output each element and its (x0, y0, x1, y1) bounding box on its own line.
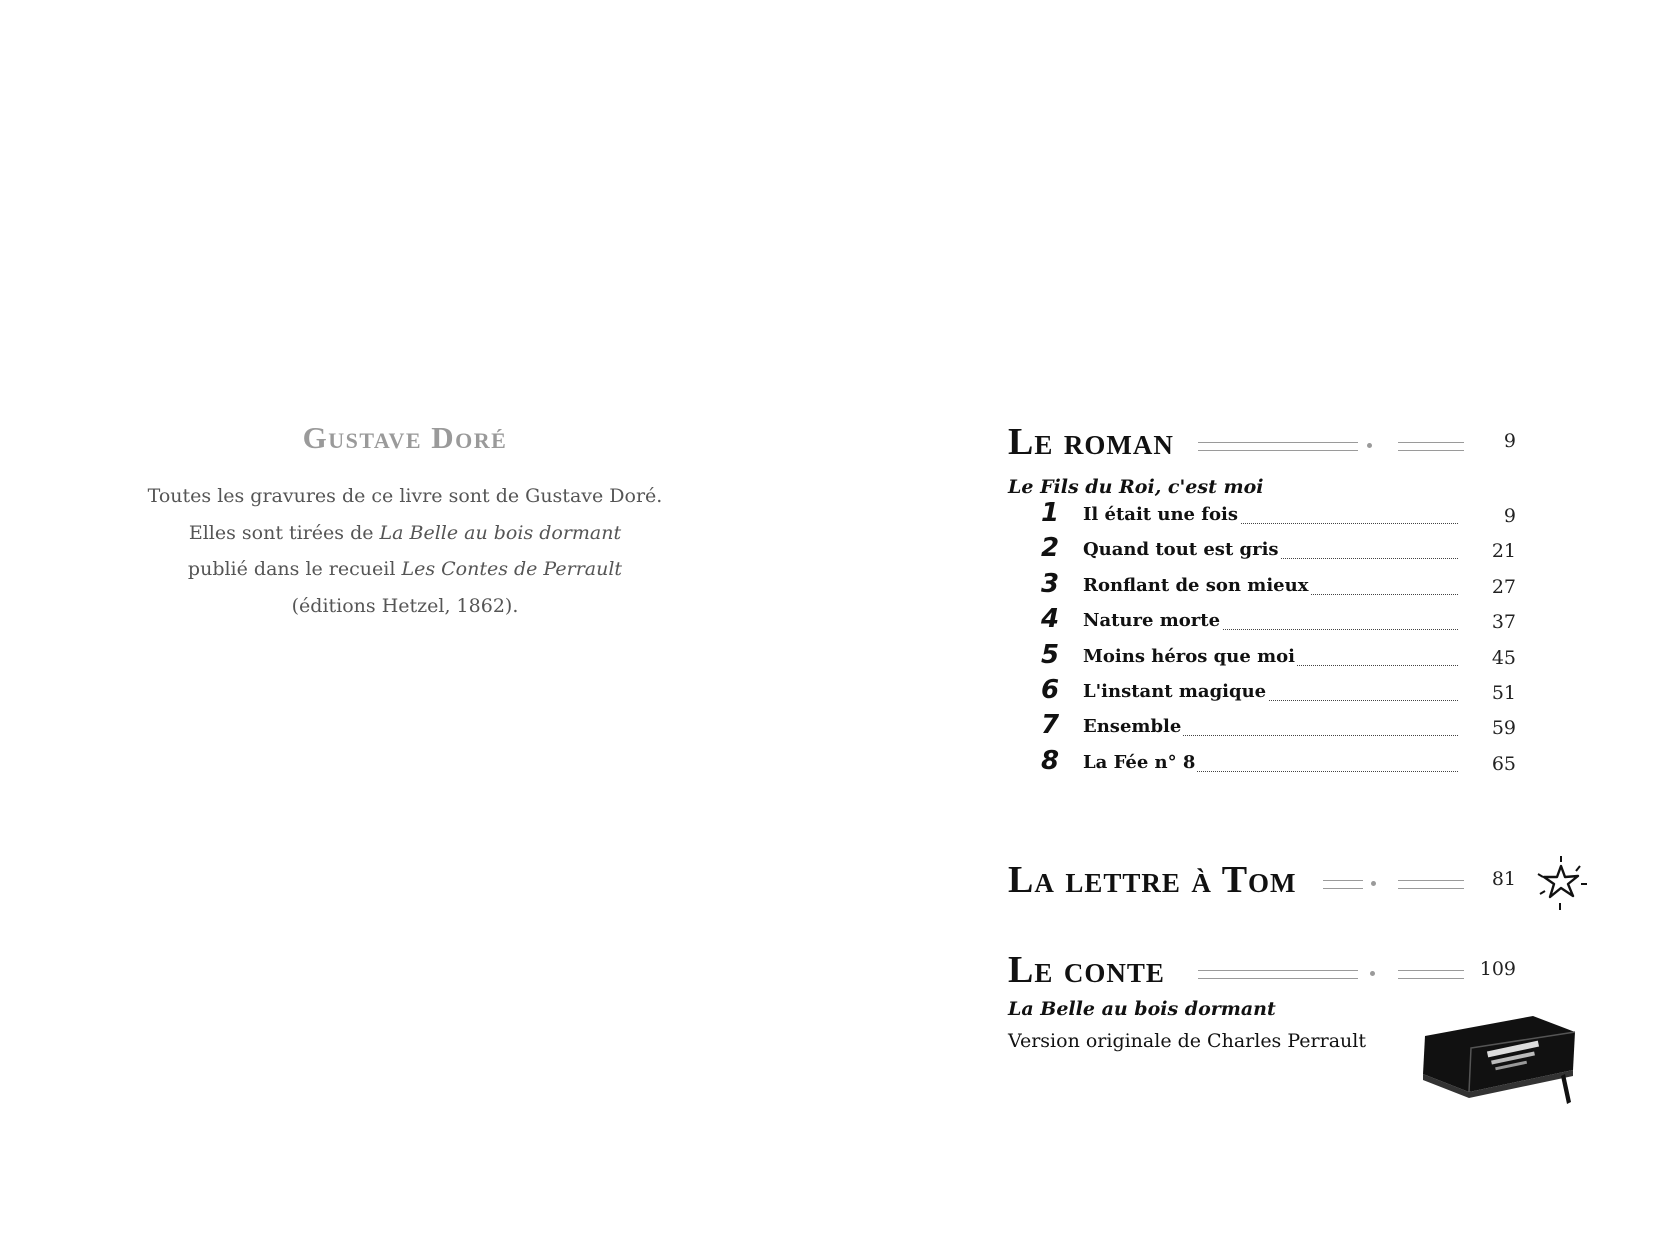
chapter-page: 27 (1491, 576, 1516, 598)
section-subtitle-conte-2: Version originale de Charles Perrault (1008, 1030, 1366, 1052)
chapter-page: 21 (1491, 540, 1516, 562)
toc-section-conte[interactable] (1008, 948, 1516, 998)
section-subtitle-roman: Le Fils du Roi, c'est moi (1008, 476, 1264, 498)
chapter-page: 59 (1491, 717, 1516, 739)
credits-line-3-text: publié dans le recueil (187, 558, 402, 580)
chapter-page: 51 (1491, 682, 1516, 704)
section-rule-dot (1367, 443, 1372, 448)
book-icon (1415, 1010, 1590, 1105)
section-page-lettre: 81 (1491, 868, 1516, 890)
chapter-page: 37 (1491, 611, 1516, 633)
credits-title: Gustave Doré (302, 420, 508, 455)
chapter-number: 3 (1040, 569, 1060, 599)
illustration-credits (110, 418, 700, 624)
chapter-number: 8 (1040, 746, 1060, 776)
chapter-title: Ensemble (1083, 716, 1182, 737)
credits-line-4: (éditions Hetzel, 1862). (291, 594, 519, 617)
credits-line-3 (110, 551, 700, 588)
chapter-title: Moins héros que moi (1083, 646, 1295, 667)
chapter-number: 7 (1040, 710, 1060, 740)
section-subtitle-conte: La Belle au bois dormant (1008, 998, 1276, 1020)
chapter-title: Il était une fois (1083, 504, 1238, 525)
toc-section-roman[interactable] (1008, 420, 1516, 470)
section-rule (1323, 880, 1363, 889)
chapter-number: 6 (1040, 675, 1060, 705)
credits-line-2-text: Elles sont tirées de (188, 521, 380, 544)
section-title-conte: Le conte (1008, 949, 1165, 991)
credits-line-2 (110, 515, 700, 552)
chapter-row[interactable] (1038, 746, 1516, 784)
chapter-number: 4 (1040, 604, 1060, 634)
toc-section-lettre[interactable] (1008, 858, 1516, 908)
chapter-row[interactable] (1038, 640, 1516, 678)
chapter-title: Nature morte (1083, 610, 1221, 631)
chapter-row[interactable] (1038, 498, 1516, 536)
credits-line-1: Toutes les gravures de ce livre sont de Gustave Doré. (147, 485, 663, 507)
section-title-lettre: La lettre à Tom (1008, 859, 1297, 901)
chapter-row[interactable] (1038, 675, 1516, 713)
chapter-title: Quand tout est gris (1083, 539, 1279, 560)
chapter-row[interactable] (1038, 604, 1516, 642)
section-rule-dot (1371, 881, 1376, 886)
chapter-page: 45 (1491, 647, 1516, 669)
chapter-row[interactable] (1038, 710, 1516, 748)
section-rule (1398, 880, 1464, 889)
section-rule-dot (1370, 971, 1375, 976)
section-rule (1198, 970, 1358, 979)
book-title-italic: La Belle au bois dormant (379, 521, 622, 544)
star-doodle-icon (1530, 852, 1592, 914)
section-rule (1398, 442, 1464, 451)
chapter-page: 65 (1491, 753, 1516, 775)
chapter-title: L'instant magique (1083, 681, 1267, 702)
chapter-row[interactable] (1038, 569, 1516, 607)
collection-title-italic: Les Contes de Perrault (401, 558, 623, 580)
section-rule (1398, 970, 1464, 979)
chapter-number: 1 (1040, 498, 1060, 528)
chapter-title: Ronflant de son mieux (1083, 575, 1309, 596)
chapter-number: 2 (1040, 533, 1060, 563)
section-page-conte: 109 (1479, 958, 1516, 980)
chapter-page: 9 (1503, 505, 1516, 527)
chapter-title: La Fée n° 8 (1083, 752, 1196, 773)
chapter-number: 5 (1040, 640, 1060, 670)
chapter-row[interactable] (1038, 533, 1516, 571)
section-page-roman: 9 (1503, 430, 1516, 452)
section-title-roman: Le roman (1008, 421, 1174, 463)
section-rule (1198, 442, 1358, 451)
